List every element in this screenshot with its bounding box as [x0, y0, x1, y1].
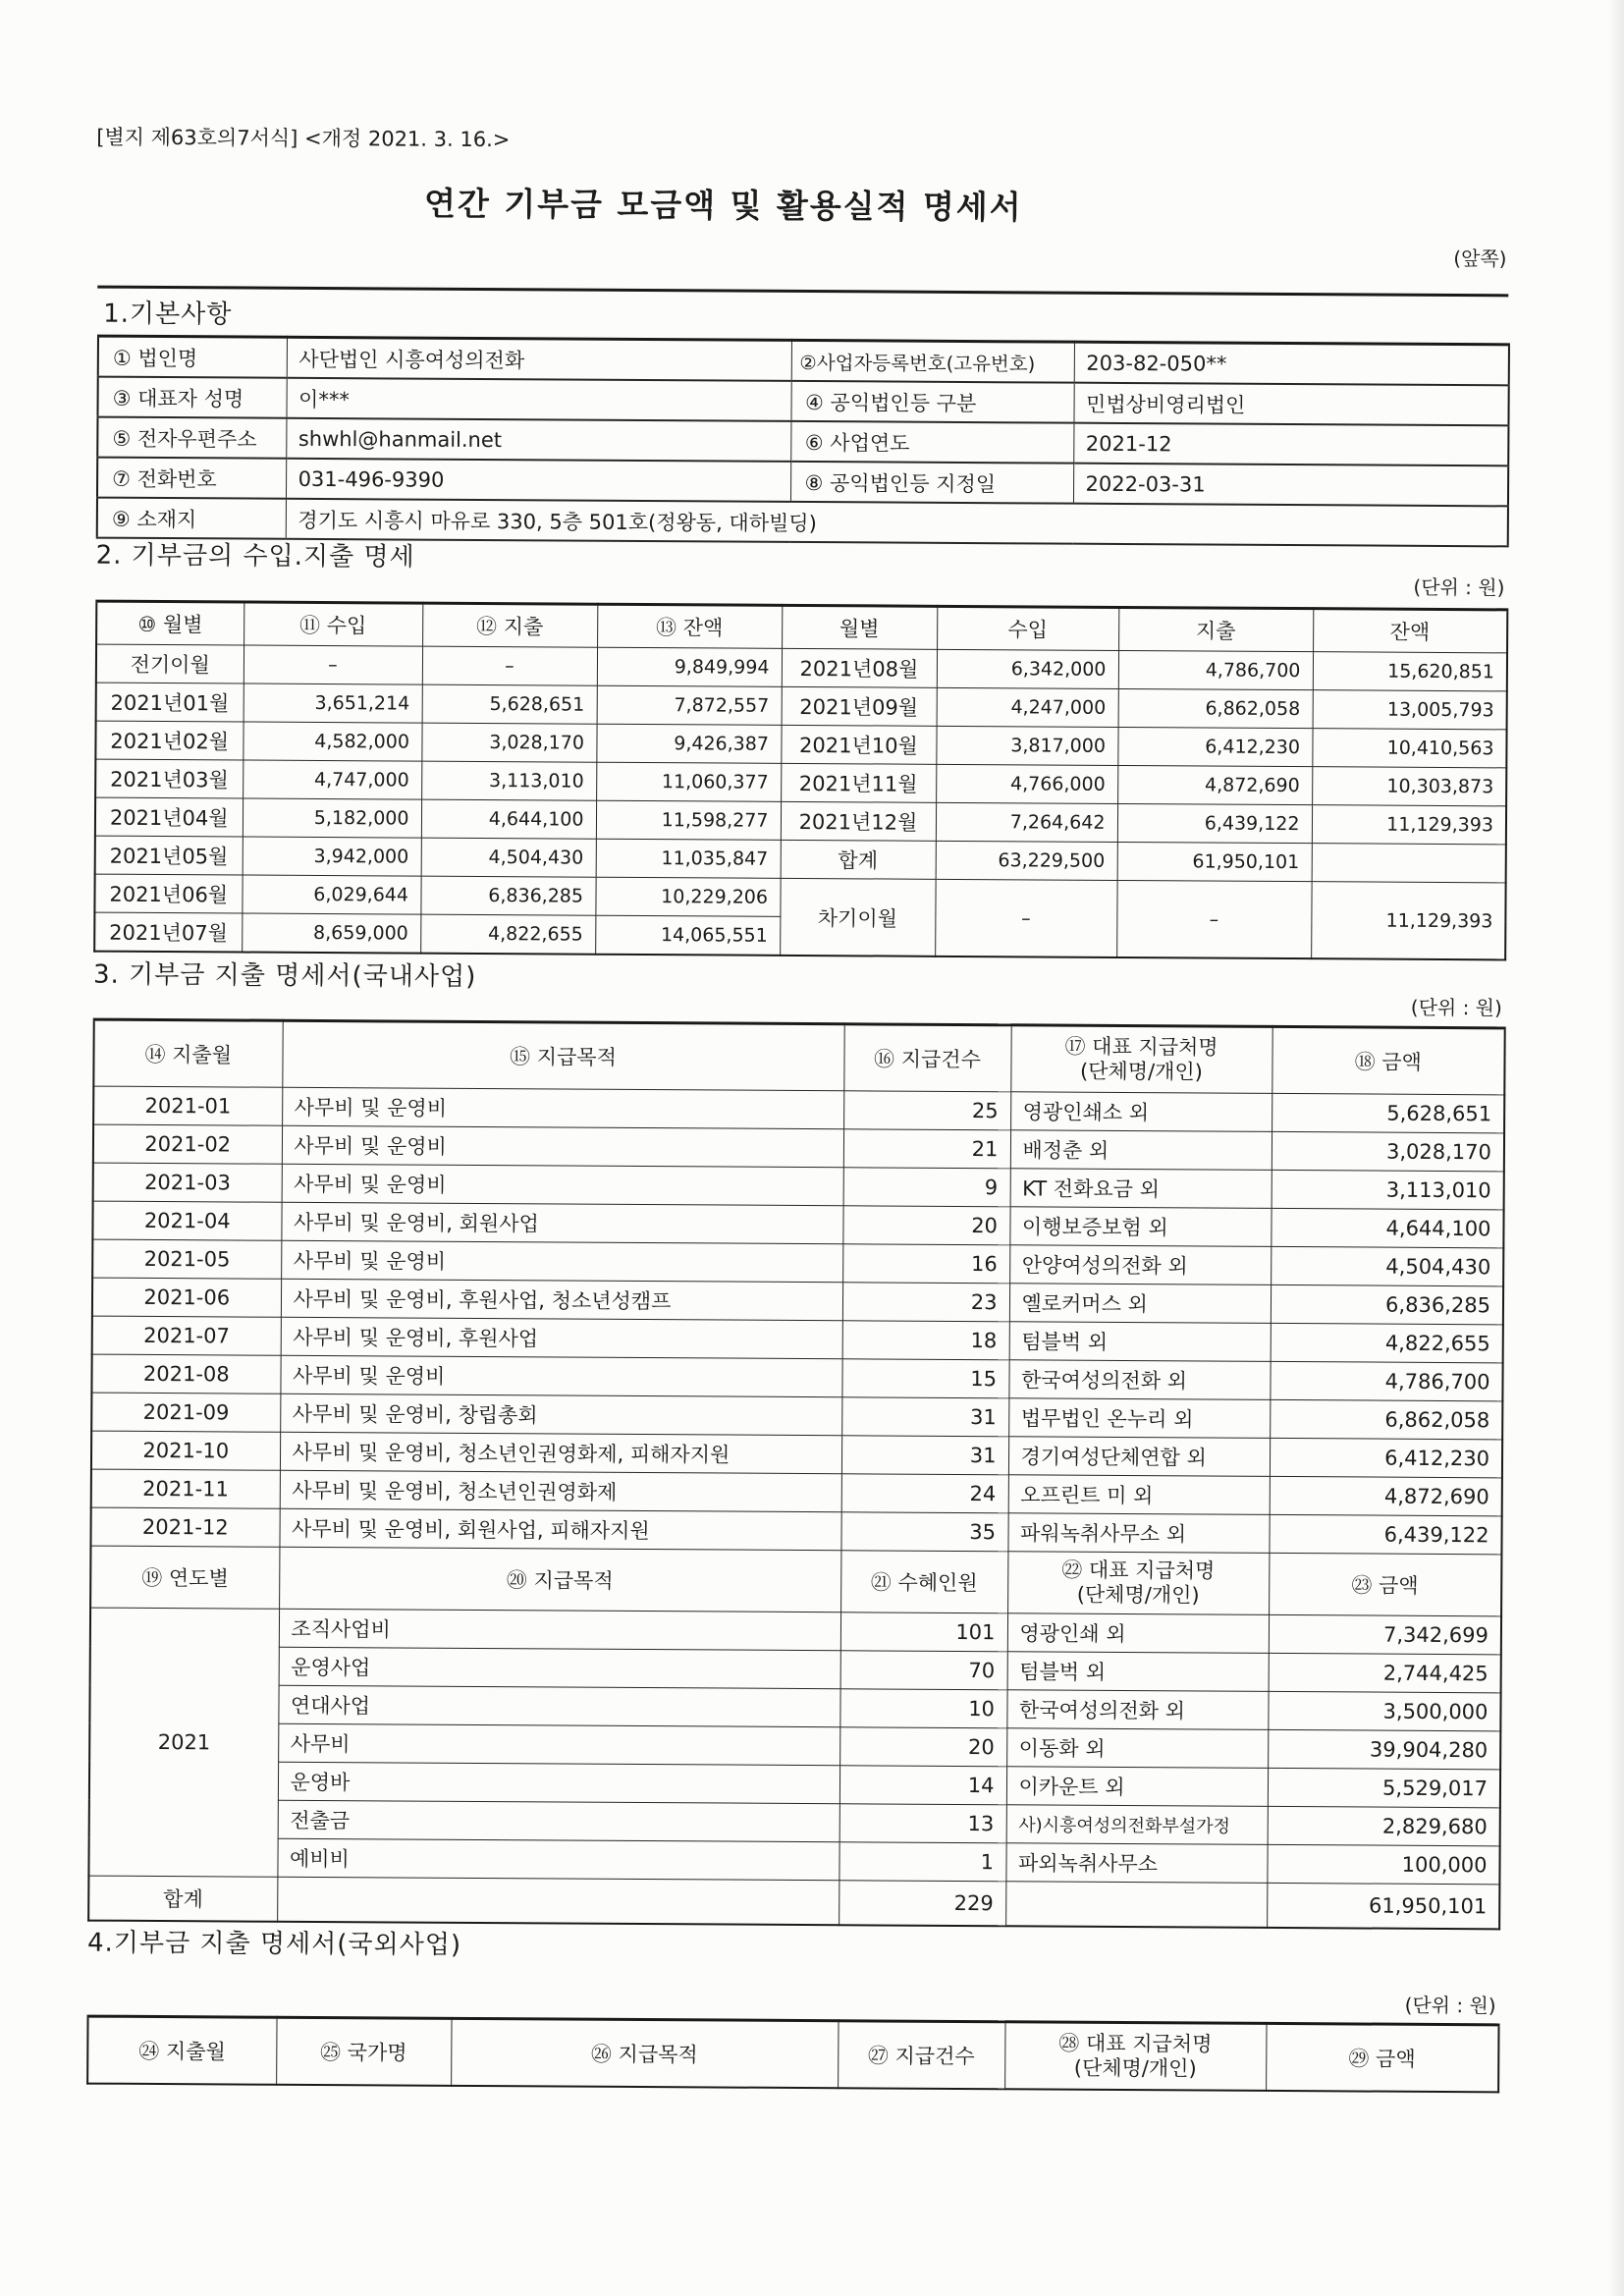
cell-income: 3,817,000 — [936, 726, 1117, 765]
cell-payee: 파외녹취사무소 — [1005, 1843, 1267, 1884]
cell-payee: 텀블벅 외 — [1009, 1322, 1271, 1362]
section-2-heading: 2. 기부금의 수입.지출 명세 — [95, 540, 415, 573]
cell-income: 63,229,500 — [936, 841, 1117, 880]
cell-count: 9 — [843, 1168, 1010, 1207]
cell-month: 2021년05월 — [95, 836, 243, 875]
cell-purpose: 조직사업비 — [279, 1609, 840, 1650]
cell-count: 24 — [841, 1474, 1008, 1513]
cell-payee: 안양여성의전화 외 — [1009, 1245, 1271, 1285]
cell-expense: 6,836,285 — [420, 876, 595, 915]
cell-purpose: 사무비 및 운영비, 후원사업 — [281, 1317, 842, 1358]
col-header-income: ⑪ 수입 — [244, 602, 422, 646]
cell-expense-month: 2021-12 — [90, 1507, 279, 1547]
cell-balance: 9,849,994 — [597, 647, 782, 686]
cell-month: 2021년01월 — [96, 683, 244, 722]
cell-expense: 4,786,700 — [1118, 650, 1313, 689]
table-header-row — [93, 1019, 1504, 1095]
cell-count: 31 — [841, 1397, 1008, 1437]
cell-count: 16 — [842, 1244, 1009, 1284]
cell-payee: 오프린트 미 외 — [1008, 1475, 1270, 1515]
cell-expense: 4,504,430 — [421, 838, 596, 877]
cell-value: 203-82-050** — [1074, 342, 1509, 385]
cell-total-amount: 61,950,101 — [1267, 1883, 1499, 1929]
cell-label: ③ 대표자 성명 — [97, 377, 286, 418]
col-header-expense: ⑫ 지출 — [422, 603, 597, 647]
cell-count: 25 — [843, 1091, 1010, 1130]
cell-amount: 4,872,690 — [1270, 1476, 1502, 1515]
cell-month: 2021년06월 — [94, 874, 242, 913]
cell-income: 4,766,000 — [936, 764, 1117, 803]
cell-expense-month: 2021-03 — [93, 1163, 282, 1202]
cell-income: – — [935, 879, 1116, 957]
cell-balance: 10,229,206 — [595, 877, 780, 916]
cell-beneficiaries: 1 — [839, 1842, 1005, 1882]
cell-month: 2021년08월 — [782, 648, 937, 687]
col-header-payee-line1: ㉒ 대표 지급처명 — [1061, 1558, 1216, 1583]
col-header-balance: 잔액 — [1313, 609, 1507, 653]
col-header-payee-line2: (단체명/개인) — [1073, 2055, 1197, 2081]
cell-value: 2021-12 — [1073, 423, 1508, 466]
cell-expense: 4,822,655 — [420, 914, 595, 955]
cell-expense-month: 2021-02 — [93, 1124, 282, 1164]
col-header-purpose: ⑮ 지급목적 — [282, 1020, 843, 1090]
cell-payee: 이카운트 외 — [1006, 1767, 1268, 1807]
cell-expense: 6,862,058 — [1118, 688, 1313, 728]
cell-month: 2021년11월 — [781, 763, 936, 802]
cell-balance: 14,065,551 — [595, 915, 780, 956]
cell-balance: 11,035,847 — [596, 839, 781, 878]
cell-amount: 2,744,425 — [1269, 1653, 1501, 1692]
cell-month: 2021년03월 — [95, 759, 243, 798]
cell-value: 민법상비영리법인 — [1073, 383, 1508, 426]
cell-balance — [1312, 844, 1506, 883]
cell-amount: 4,644,100 — [1271, 1208, 1503, 1247]
col-header-payee-line1: ⑰ 대표 지급처명 — [1064, 1034, 1218, 1060]
cell-purpose: 사무비 및 운영비, 청소년인권영화제 — [280, 1470, 841, 1511]
col-header-year: ⑲ 연도별 — [90, 1546, 279, 1609]
cell-purpose: 예비비 — [277, 1838, 839, 1880]
col-header-count: ㉗ 지급건수 — [838, 2021, 1004, 2090]
cell-income: 7,264,642 — [936, 802, 1117, 842]
cell-expense-month: 2021-07 — [92, 1316, 281, 1355]
overseas-expense-table — [86, 2015, 1499, 2094]
cell-income: 5,182,000 — [243, 798, 421, 838]
cell-payee: 영광인쇄소 외 — [1010, 1092, 1272, 1132]
cell-income: 6,029,644 — [242, 875, 420, 914]
cell-expense: 5,628,651 — [422, 684, 597, 724]
cell-value: 이*** — [286, 378, 790, 421]
col-header-payee-line1: ㉘ 대표 지급처명 — [1058, 2031, 1213, 2056]
cell-purpose: 운영사업 — [279, 1647, 840, 1688]
cell-label: ⑧ 공익법인등 지정일 — [790, 462, 1073, 504]
cell-month: 2021년04월 — [95, 797, 243, 837]
cell-payee: 파워녹취사무소 외 — [1007, 1513, 1269, 1554]
cell-empty — [277, 1877, 839, 1925]
cell-payee: 한국여성의전화 외 — [1008, 1360, 1270, 1400]
cell-purpose: 사무비 및 운영비 — [281, 1240, 842, 1282]
cell-expense-month: 2021-06 — [92, 1278, 281, 1317]
cell-beneficiaries: 13 — [839, 1804, 1006, 1843]
cell-count: 21 — [843, 1129, 1010, 1169]
col-header-balance: ⑬ 잔액 — [597, 604, 782, 648]
col-header-income: 수입 — [937, 606, 1118, 650]
cell-beneficiaries: 20 — [839, 1727, 1006, 1767]
cell-value: 사단법인 시흥여성의전화 — [287, 337, 791, 381]
cell-purpose: 사무비 및 운영비 — [282, 1164, 843, 1205]
cell-month: 전기이월 — [96, 644, 244, 683]
cell-purpose: 사무비 및 운영비, 청소년인권영화제, 피해자지원 — [280, 1432, 841, 1473]
cell-count: 20 — [842, 1206, 1009, 1245]
cell-beneficiaries: 101 — [840, 1613, 1007, 1652]
col-header-amount: ⑱ 금액 — [1272, 1026, 1504, 1094]
cell-label: ④ 공익법인등 구분 — [790, 381, 1073, 423]
cell-expense-month: 2021-01 — [93, 1086, 282, 1125]
cell-amount: 100,000 — [1267, 1844, 1499, 1884]
cell-carryover-label: 차기이월 — [780, 878, 935, 956]
cell-count: 23 — [842, 1283, 1009, 1322]
cell-purpose: 사무비 및 운영비 — [282, 1087, 843, 1128]
cell-income: 4,747,000 — [243, 760, 421, 799]
col-header-expense-month: ⑭ 지출월 — [93, 1019, 282, 1087]
col-header-payee — [1004, 2022, 1266, 2091]
cell-amount: 6,862,058 — [1270, 1399, 1502, 1439]
unit-label: (단위 : 원) — [1413, 574, 1505, 600]
cell-expense-month: 2021-09 — [91, 1393, 280, 1432]
cell-balance: 13,005,793 — [1313, 690, 1507, 730]
col-header-beneficiaries: ㉑ 수혜인원 — [840, 1551, 1007, 1613]
cell-total-count: 229 — [839, 1881, 1005, 1927]
col-header-amount: ㉓ 금액 — [1269, 1553, 1501, 1615]
cell-amount: 4,786,700 — [1270, 1361, 1502, 1400]
cell-label: ① 법인명 — [98, 336, 287, 378]
unit-label: (단위 : 원) — [1410, 995, 1502, 1020]
cell-empty — [1005, 1882, 1267, 1928]
cell-expense-month: 2021-11 — [91, 1469, 280, 1508]
cell-payee: KT 전화요금 외 — [1010, 1169, 1272, 1209]
cell-amount: 6,439,122 — [1269, 1514, 1501, 1554]
cell-value: shwhl@hanmail.net — [286, 418, 790, 462]
cell-balance: 7,872,557 — [597, 685, 782, 725]
cell-total-label: 합계 — [781, 840, 936, 879]
cell-amount: 5,628,651 — [1272, 1093, 1504, 1132]
table-header-row — [90, 1546, 1501, 1616]
col-header-payee — [1007, 1552, 1269, 1615]
page-title: 연간 기부금 모금액 및 활용실적 명세서 — [423, 184, 1023, 227]
cell-amount: 3,113,010 — [1272, 1170, 1504, 1209]
col-header-payee — [1010, 1025, 1272, 1094]
col-header-expense-month: ㉔ 지출월 — [87, 2016, 276, 2085]
cell-income: 3,942,000 — [243, 837, 421, 876]
cell-balance: 10,410,563 — [1312, 729, 1506, 768]
domestic-expense-table — [87, 1018, 1506, 1931]
section-3-heading: 3. 기부금 지출 명세서(국내사업) — [92, 959, 477, 992]
cell-balance: 11,060,377 — [596, 762, 781, 801]
col-header-month: ⑩ 월별 — [96, 601, 244, 645]
cell-balance: 11,129,393 — [1312, 805, 1506, 845]
form-reference: [별지 제63호의7서식] <개정 2021. 3. 16.> — [96, 125, 511, 152]
cell-total-label: 합계 — [88, 1876, 277, 1922]
table-row — [88, 1876, 1499, 1929]
cell-expense: 3,028,170 — [421, 723, 596, 762]
cell-income: 6,342,000 — [937, 649, 1118, 688]
cell-expense-month: 2021-05 — [92, 1239, 281, 1279]
cell-purpose: 사무비 및 운영비 — [282, 1125, 843, 1167]
col-header-expense: 지출 — [1118, 607, 1313, 651]
cell-label: ⑤ 전자우편주소 — [97, 417, 286, 459]
unit-label: (단위 : 원) — [1404, 1993, 1496, 2018]
cell-income: 3,651,214 — [244, 683, 422, 723]
monthly-income-expense-table — [93, 600, 1508, 961]
cell-payee: 경기여성단체연합 외 — [1008, 1437, 1270, 1477]
cell-balance: 9,426,387 — [596, 724, 781, 763]
cell-value: 경기도 시흥시 마유로 330, 5층 501호(정왕동, 대하빌딩) — [286, 499, 1508, 547]
cell-expense: – — [1116, 880, 1311, 958]
cell-amount: 4,822,655 — [1271, 1323, 1503, 1362]
cell-month: 2021년09월 — [782, 686, 937, 726]
cell-count: 15 — [841, 1359, 1008, 1398]
cell-beneficiaries: 14 — [839, 1766, 1006, 1805]
col-header-amount: ㉙ 금액 — [1266, 2023, 1498, 2092]
cell-expense: 6,412,230 — [1117, 727, 1312, 766]
col-header-purpose: ⑳ 지급목적 — [279, 1547, 840, 1612]
cell-payee: 법무법인 온누리 외 — [1008, 1398, 1270, 1439]
cell-expense: 3,113,010 — [421, 761, 596, 800]
col-header-purpose: ㉖ 지급목적 — [451, 2018, 838, 2088]
cell-purpose: 사무비 및 운영비, 후원사업, 청소년성캠프 — [281, 1279, 842, 1320]
col-header-month: 월별 — [782, 605, 937, 649]
cell-purpose: 사무비 및 운영비, 창립총회 — [280, 1394, 841, 1435]
cell-purpose: 사무비 및 운영비 — [280, 1355, 841, 1396]
cell-expense: 4,872,690 — [1117, 765, 1312, 804]
cell-income: 4,247,000 — [937, 687, 1118, 727]
cell-balance: 11,598,277 — [596, 800, 781, 840]
cell-purpose: 사무비 및 운영비, 회원사업 — [281, 1202, 842, 1243]
cell-value: 031-496-9390 — [286, 459, 790, 502]
cell-purpose: 연대사업 — [278, 1685, 839, 1726]
cell-month: 2021년12월 — [781, 801, 936, 841]
section-1-heading: 1.기본사항 — [103, 299, 233, 330]
cell-beneficiaries: 70 — [840, 1651, 1007, 1690]
cell-amount: 3,500,000 — [1268, 1691, 1500, 1730]
cell-label: ⑥ 사업연도 — [790, 421, 1073, 464]
col-header-payee-line2: (단체명/개인) — [1079, 1059, 1203, 1084]
basic-info-table — [96, 335, 1510, 548]
cell-expense: 61,950,101 — [1117, 842, 1312, 881]
cell-amount: 5,529,017 — [1268, 1768, 1500, 1807]
divider — [97, 286, 1508, 298]
cell-payee: 텀블벅 외 — [1007, 1652, 1269, 1692]
cell-month: 2021년10월 — [781, 725, 936, 764]
cell-expense: – — [422, 646, 597, 685]
cell-month: 2021년02월 — [95, 721, 243, 760]
cell-expense-month: 2021-10 — [91, 1431, 280, 1470]
cell-value: 2022-03-31 — [1073, 464, 1508, 507]
cell-year: 2021 — [88, 1608, 279, 1877]
cell-amount: 4,504,430 — [1271, 1246, 1503, 1285]
col-header-country: ㉕ 국가명 — [276, 2017, 451, 2086]
cell-payee: 옐로커머스 외 — [1009, 1284, 1271, 1324]
cell-purpose: 사무비 — [278, 1723, 839, 1765]
cell-payee: 이동화 외 — [1006, 1728, 1268, 1769]
cell-beneficiaries: 10 — [839, 1689, 1006, 1728]
cell-amount: 39,904,280 — [1268, 1729, 1500, 1769]
cell-payee: 영광인쇄 외 — [1007, 1613, 1269, 1654]
cell-count: 31 — [841, 1436, 1008, 1475]
cell-income: – — [244, 645, 422, 684]
cell-amount: 7,342,699 — [1269, 1614, 1501, 1654]
cell-amount: 6,836,285 — [1271, 1285, 1503, 1324]
cell-purpose: 전출금 — [278, 1800, 839, 1841]
cell-balance: 11,129,393 — [1311, 882, 1505, 960]
cell-amount: 6,412,230 — [1270, 1438, 1502, 1477]
cell-count: 18 — [842, 1321, 1009, 1360]
cell-income: 4,582,000 — [243, 722, 421, 761]
cell-payee: 사)시흥여성의전화부설가정 — [1006, 1805, 1268, 1845]
cell-expense: 4,644,100 — [421, 799, 596, 839]
cell-label: ⑨ 소재지 — [97, 498, 286, 539]
cell-label: ②사업자등록번호(고유번호) — [791, 340, 1074, 382]
col-header-count: ⑯ 지급건수 — [843, 1024, 1010, 1092]
section-4-heading: 4.기부금 지출 명세서(국외사업) — [86, 1928, 462, 1960]
cell-label: ⑦ 전화번호 — [97, 458, 286, 499]
cell-purpose: 운영바 — [278, 1762, 839, 1803]
cell-expense-month: 2021-04 — [92, 1201, 281, 1240]
cell-payee: 배정춘 외 — [1010, 1130, 1272, 1171]
cell-month: 2021년07월 — [94, 912, 242, 952]
cell-amount: 2,829,680 — [1268, 1806, 1500, 1845]
cell-payee: 이행보증보험 외 — [1009, 1207, 1271, 1247]
cell-count: 35 — [840, 1512, 1007, 1552]
cell-balance: 15,620,851 — [1313, 652, 1507, 691]
cell-balance: 10,303,873 — [1312, 767, 1506, 806]
cell-amount: 3,028,170 — [1272, 1131, 1504, 1171]
table-header-row — [87, 2016, 1498, 2092]
cell-expense-month: 2021-08 — [91, 1354, 280, 1394]
cell-purpose: 사무비 및 운영비, 회원사업, 피해자지원 — [279, 1508, 840, 1550]
cell-payee: 한국여성의전화 외 — [1006, 1690, 1268, 1730]
cell-income: 8,659,000 — [242, 913, 420, 954]
cell-expense: 6,439,122 — [1117, 803, 1312, 843]
col-header-payee-line2: (단체명/개인) — [1076, 1582, 1200, 1608]
front-side-label: (앞쪽) — [1453, 246, 1507, 271]
